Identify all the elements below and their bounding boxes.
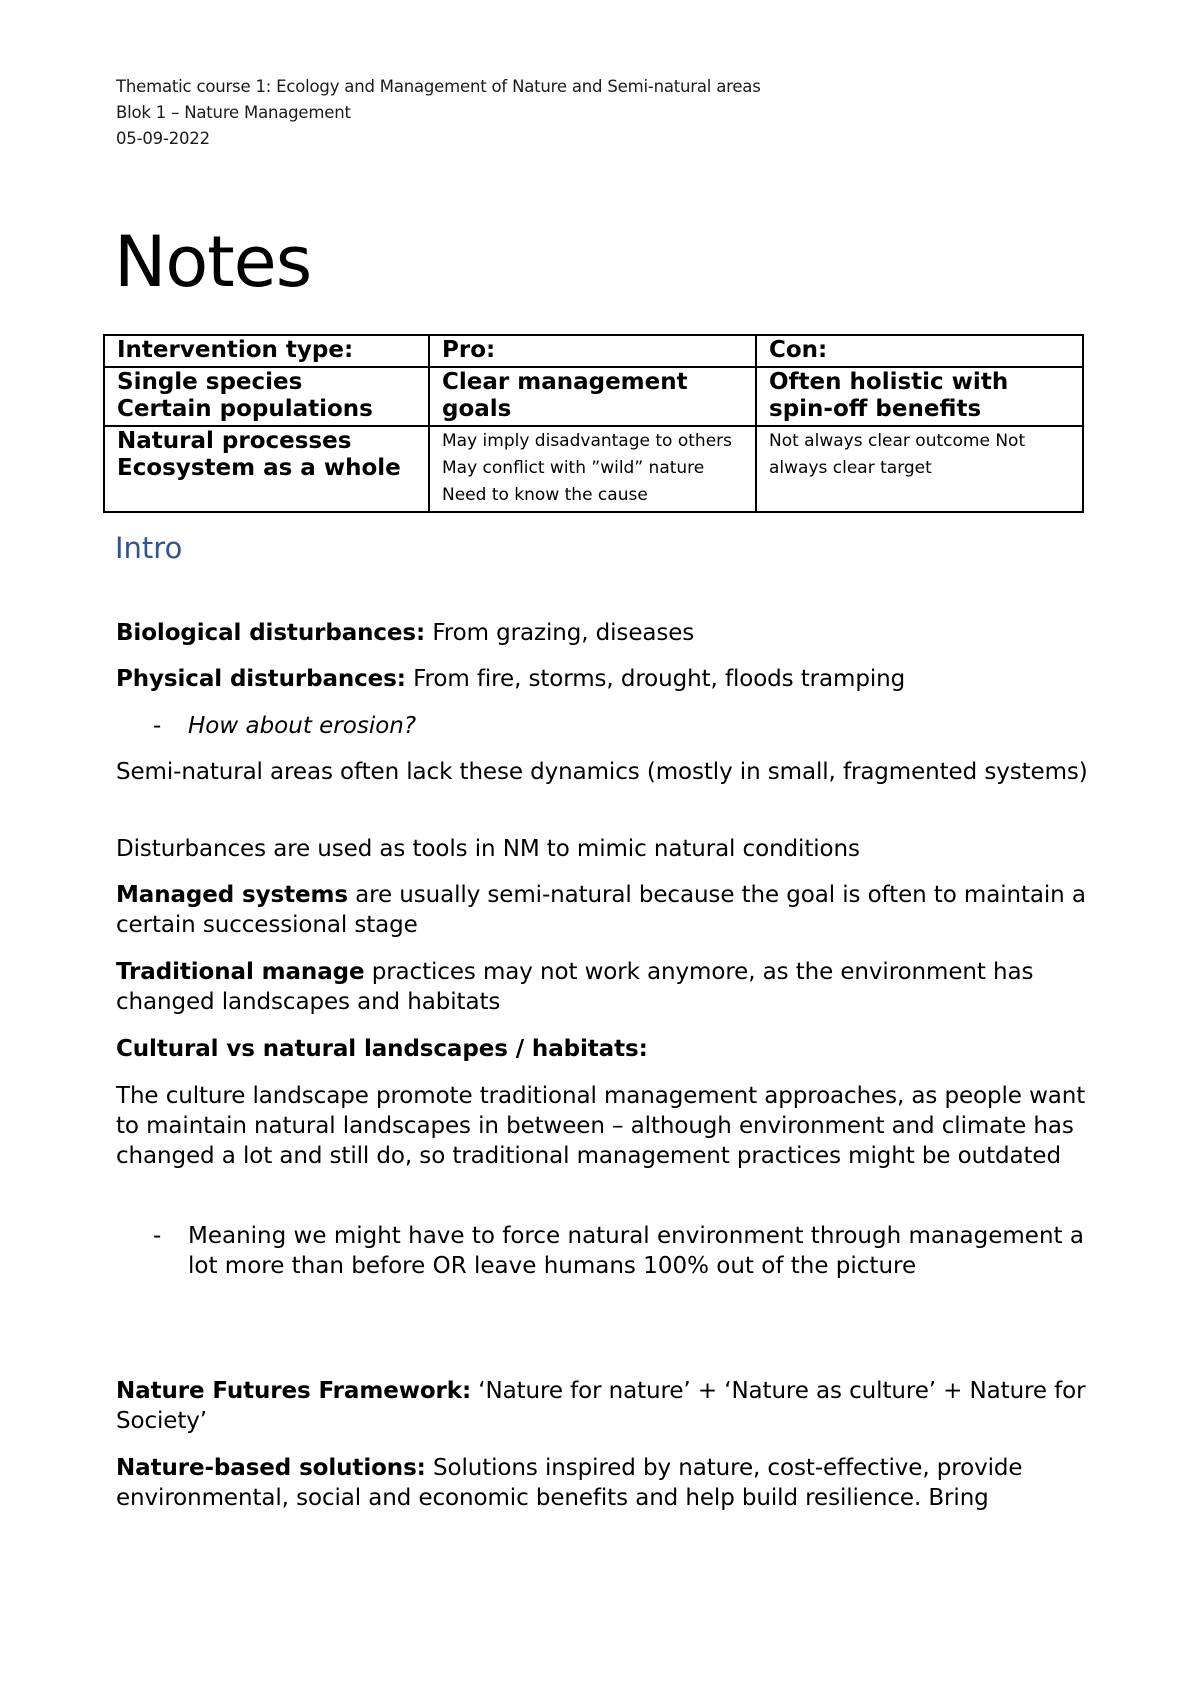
term-text: are usually semi-natural because the goal is often to maintain a certain successional stage xyxy=(116,882,1086,938)
paragraph-managed-systems xyxy=(116,880,1096,940)
table-cell-pro: May imply disadvantage to others May conflict with ”wild” nature Need to know the cause xyxy=(429,426,756,512)
table-row xyxy=(104,426,1083,512)
paragraph-nature-futures xyxy=(116,1376,1096,1436)
term-label: Biological disturbances: xyxy=(116,620,426,646)
type-line: Single species xyxy=(117,369,303,395)
term-text: practices may not work anymore, as the environment has changed landscapes and habitats xyxy=(116,959,1034,1015)
term-label: Nature-based solutions: xyxy=(116,1455,426,1481)
cultural-heading xyxy=(116,1034,1096,1064)
type-line: Certain populations xyxy=(117,396,373,422)
paragraph-traditional xyxy=(116,957,1096,1017)
term-label: Traditional manage xyxy=(116,959,365,985)
paragraph-physical xyxy=(116,664,1096,694)
paragraph-semi-natural: Semi-natural areas often lack these dynamics (mostly in small, fragmented systems) xyxy=(116,759,1088,785)
table-cell-con: Often holistic with spin-off benefits xyxy=(756,367,1083,426)
term-label: Physical disturbances: xyxy=(116,666,406,692)
paragraph-culture-landscape: The culture landscape promote traditional management approaches, as people want to maintain natural landscapes in between – although environment and climate has changed a lot and still do, so traditional management practices might be outdated xyxy=(116,1083,1086,1169)
bullet-dash: - xyxy=(153,1223,162,1249)
paragraph-biological xyxy=(116,618,1096,648)
table-header-cell: Pro: xyxy=(429,335,756,367)
section-heading-intro: Intro xyxy=(115,531,183,565)
term-label: Cultural vs natural landscapes / habitats: xyxy=(116,1036,648,1062)
bullet-dash: - xyxy=(153,713,162,739)
table-cell-pro: Clear management goals xyxy=(429,367,756,426)
term-text: From fire, storms, drought, floods tramping xyxy=(405,666,906,692)
bullet-meaning: Meaning we might have to force natural environment through management a lot more than before OR leave humans 100% out of the picture xyxy=(188,1223,1084,1279)
term-label: Nature Futures Framework: xyxy=(116,1378,472,1404)
table-header-row xyxy=(104,335,1083,367)
term-text: From grazing, diseases xyxy=(425,620,695,646)
bullet-erosion: How about erosion? xyxy=(188,713,417,739)
table-header-cell: Con: xyxy=(756,335,1083,367)
document-date: 05-09-2022 xyxy=(116,129,210,148)
term-text: ‘Nature for nature’ + ‘Nature as culture’ + Nature for Society’ xyxy=(116,1378,1086,1434)
table-cell-con: Not always clear outcome Not always clear target xyxy=(756,426,1083,512)
page-title: Notes xyxy=(114,221,312,303)
table-header-cell: Intervention type: xyxy=(104,335,429,367)
term-text: Solutions inspired by nature, cost-effective, provide environmental, social and economic benefits and help build resilience. Bring xyxy=(116,1455,1023,1511)
term-label: Managed systems xyxy=(116,882,348,908)
table-cell-type xyxy=(104,367,429,426)
paragraph-nature-based xyxy=(116,1453,1096,1513)
intervention-table xyxy=(103,334,1084,513)
block-title: Blok 1 – Nature Management xyxy=(116,103,351,122)
table-row xyxy=(104,367,1083,426)
table-cell-type xyxy=(104,426,429,512)
document-header xyxy=(116,74,761,152)
type-line: Natural processes xyxy=(117,428,352,454)
type-line: Ecosystem as a whole xyxy=(117,455,401,481)
course-title: Thematic course 1: Ecology and Management of Nature and Semi-natural areas xyxy=(116,77,761,96)
paragraph-disturbances-tools: Disturbances are used as tools in NM to mimic natural conditions xyxy=(116,836,860,862)
